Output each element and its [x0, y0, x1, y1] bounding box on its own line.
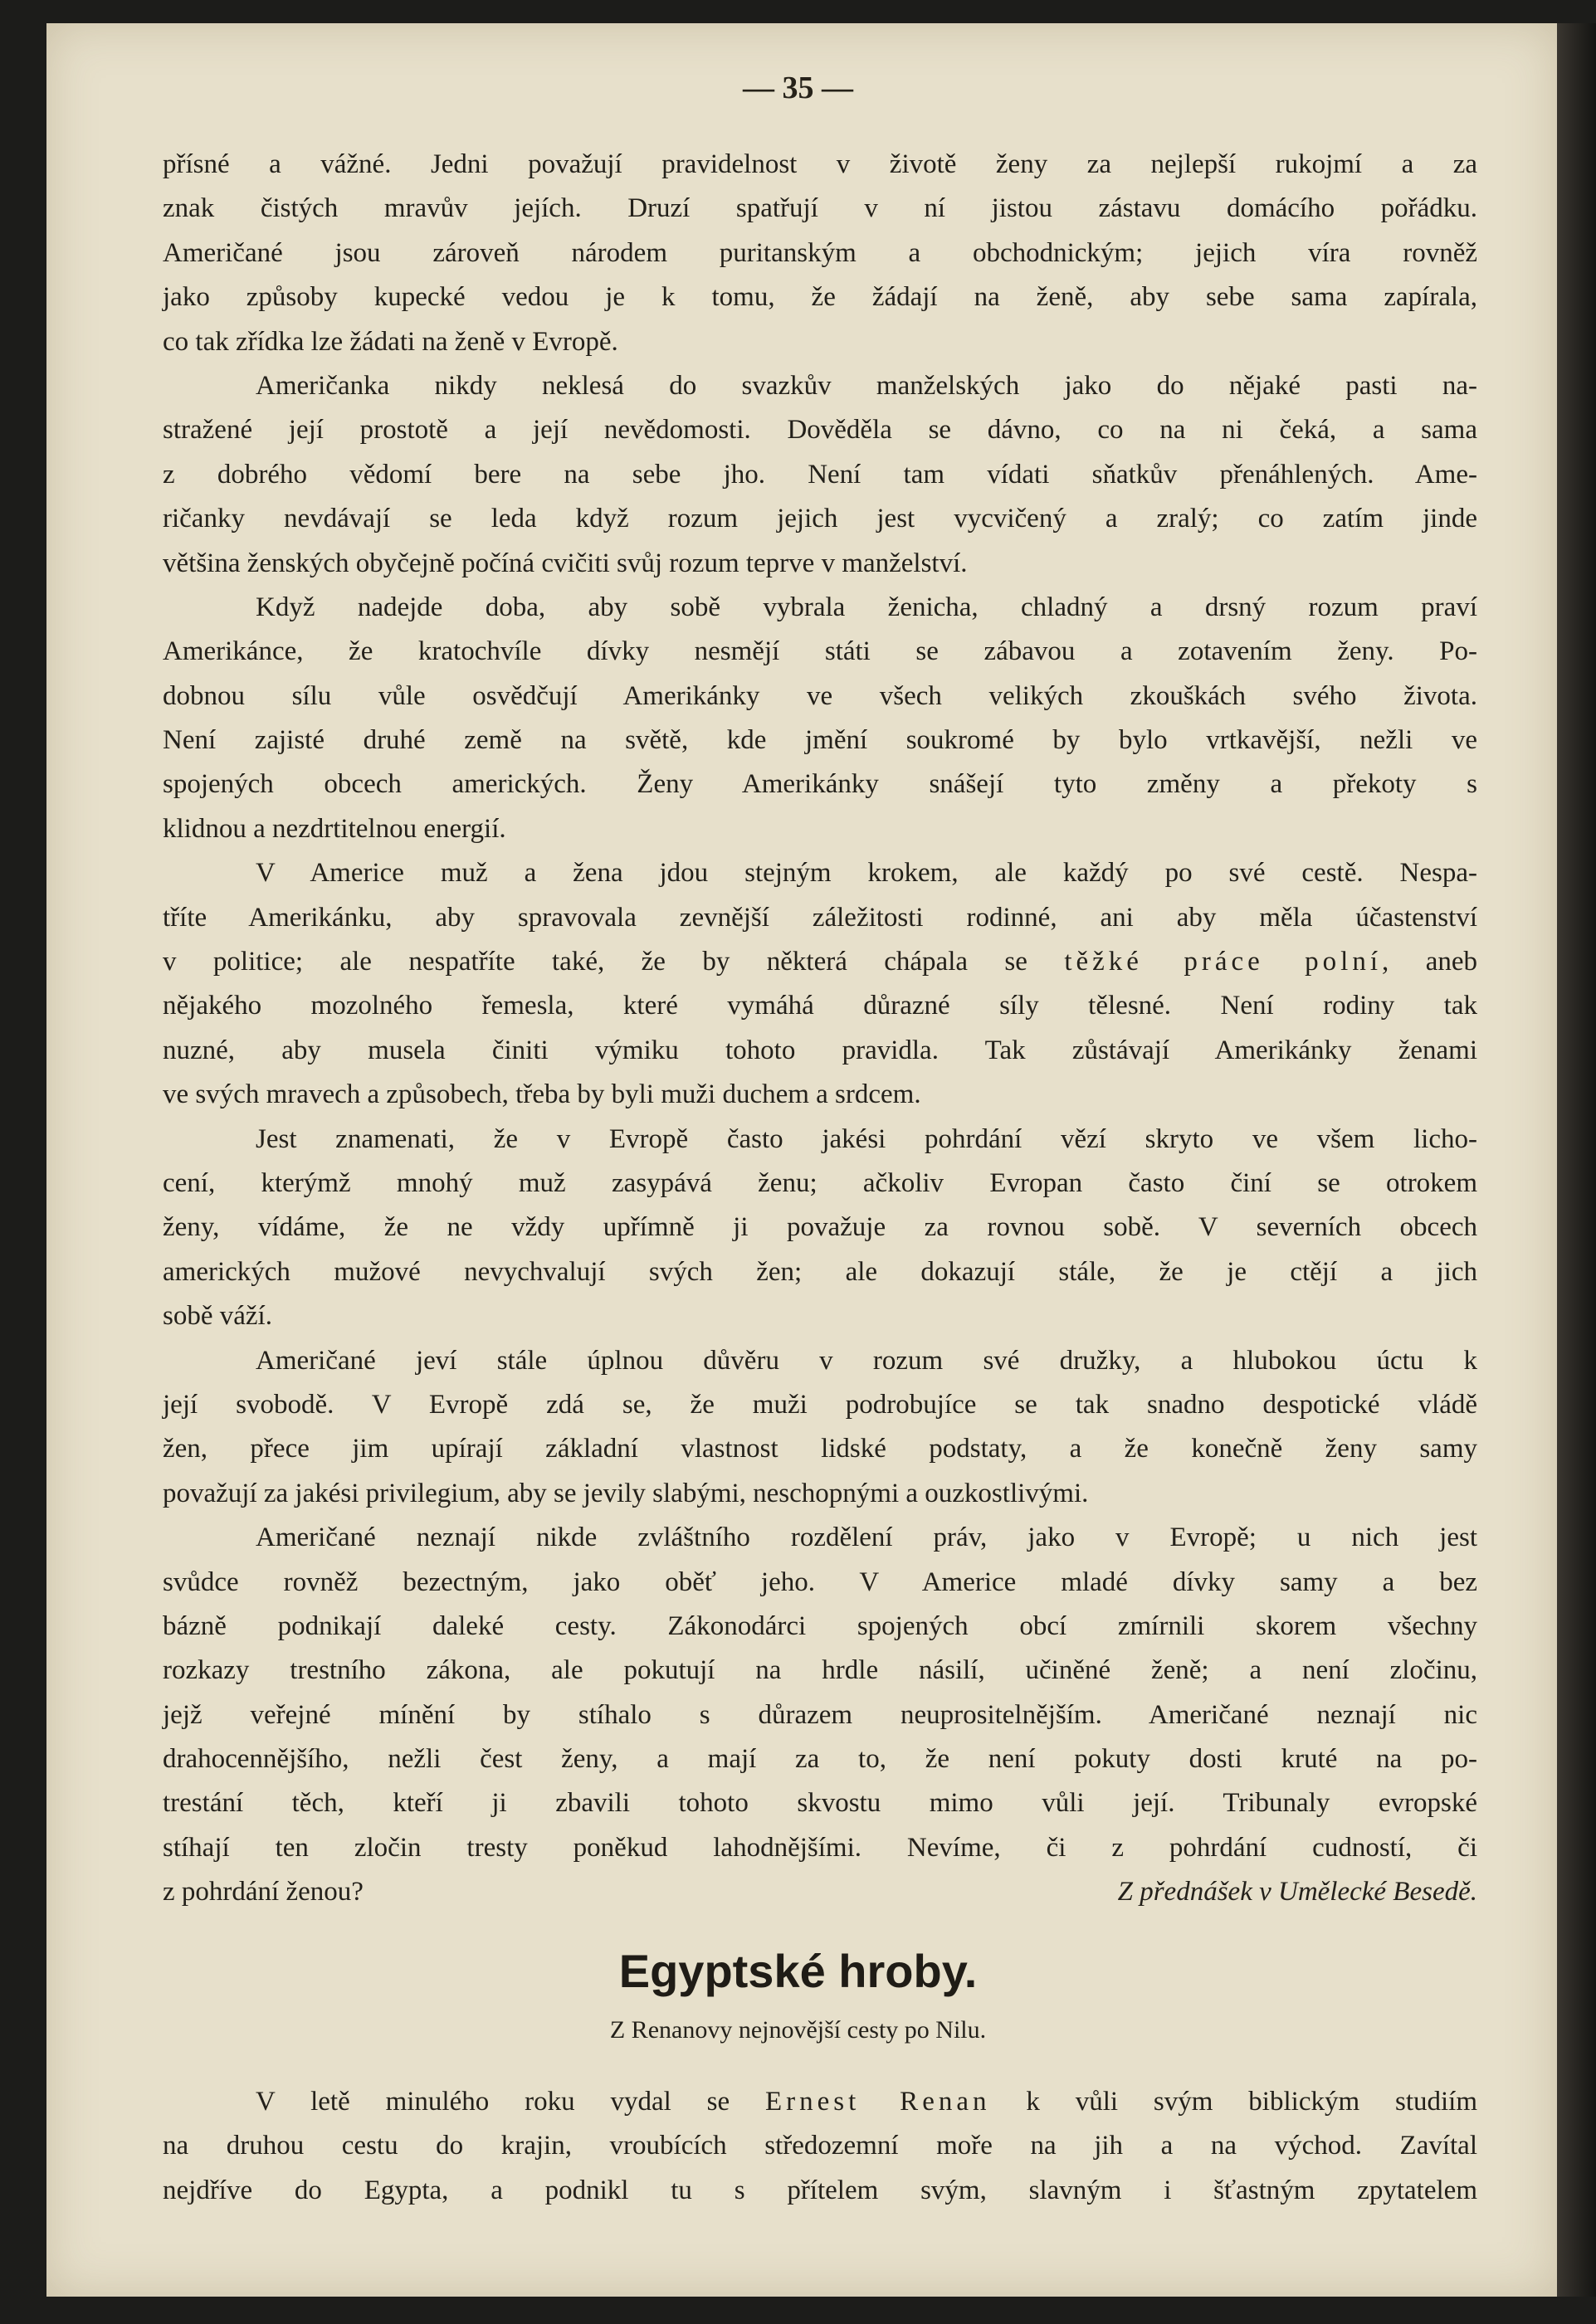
text-line: cení, kterýmž mnohý muž zasypává ženu; ačkoliv Evropan často činí se otrokem: [163, 1167, 1477, 1198]
text-line: Není zajisté druhé země na světě, kde jmění soukromé by bylo vrtkavější, nežli ve: [163, 725, 1477, 756]
text-line: na druhou cestu do krajin, vroubících středozemní moře na jih a na východ. Zavítal: [163, 2131, 1477, 2161]
text-span: V letě minulého roku vydal se: [256, 2087, 766, 2117]
text-span: k vůli svým biblickým studiím: [990, 2087, 1478, 2117]
text-line: Když nadejde doba, aby sobě vybrala ženicha, chladný a drsný rozum praví: [256, 592, 1477, 622]
text-line: znak čistých mravův jejích. Druzí spatřují v ní jistou zástavu domácího pořádku.: [163, 193, 1477, 224]
text-line-renan: [163, 2080, 1477, 2124]
text-line: spojených obcech amerických. Ženy Amerikánky snášejí tyto změny a překoty s: [163, 769, 1477, 800]
text-line: bázně podnikají daleké cesty. Zákonodárci spojených obcí zmírnili skorem všechny: [163, 1610, 1477, 1641]
text-span: , aneb: [1382, 947, 1477, 977]
text-line: co tak zřídka lze žádati na ženě v Evropě.: [163, 326, 618, 357]
text-line: Američané neznají nikde zvláštního rozdělení práv, jako v Evropě; u nich jest: [256, 1523, 1477, 1553]
text-line: nuzné, aby musela činiti výmiku tohoto pravidla. Tak zůstávají Amerikánky ženami: [163, 1035, 1477, 1065]
text-line: sobě váží.: [163, 1301, 272, 1332]
spaced-emphasis: těžké práce polní: [1064, 947, 1383, 977]
text-line: jako způsoby kupecké vedou je k tomu, že žádají na ženě, aby sebe sama zapírala,: [163, 282, 1477, 313]
text-line: ve svých mravech a způsobech, třeba by byli muži duchem a srdcem.: [163, 1079, 921, 1110]
text-line: ričanky nevdávají se leda když rozum jejich jest vycvičený a zralý; co zatím jinde: [163, 504, 1477, 534]
paragraph-block-2: [163, 984, 1477, 1870]
paragraph-block-3: [163, 2124, 1477, 2213]
text-line: dobnou sílu vůle osvědčují Amerikánky ve všech velikých zkouškách svého života.: [163, 680, 1477, 711]
text-line: většina ženských obyčejně počíná cvičiti svůj rozum teprve v manželství.: [163, 548, 968, 578]
text-line-politics: [163, 940, 1477, 984]
text-span: v politice; ale nespatříte také, že by některá chápala se: [163, 947, 1065, 977]
section-body: [163, 2080, 1477, 2213]
author-name: Ernest Renan: [765, 2087, 991, 2117]
text-line: rozkazy trestního zákona, ale pokutují na hrdle násilí, učiněné ženě; a není zločinu,: [163, 1655, 1477, 1686]
text-line: její svobodě. V Evropě zdá se, že muži podrobujíce se tak snadno despotické vládě: [163, 1389, 1477, 1420]
page-number: — 35 —: [743, 71, 853, 105]
text-line: z dobrého vědomí bere na sebe jho. Není tam vídati sňatkův přenáhlených. Ame-: [163, 459, 1477, 490]
text-line: Američané jsou zároveň národem puritanským a obchodnickým; jejich víra rovněž: [163, 237, 1477, 268]
text-line: trestání těch, kteří ji zbavili tohoto skvostu mimo vůli její. Tribunaly evropské: [163, 1788, 1477, 1819]
closing-line: [163, 1870, 1477, 1914]
text-line: drahocennějšího, nežli čest ženy, a mají za to, že není pokuty dosti kruté na po-: [163, 1744, 1477, 1775]
text-line: svůdce rovněž bezectným, jako oběť jeho. V Americe mladé dívky samy a bez: [163, 1566, 1477, 1597]
text-line: Američanka nikdy neklesá do svazkův manželských jako do nějaké pasti na-: [256, 370, 1477, 401]
section-subtitle: Z Renanovy nejnovější cesty po Nilu.: [609, 2016, 987, 2044]
text-line: žen, přece jim upírají základní vlastnost lidské podstaty, a že konečně ženy samy: [163, 1434, 1477, 1464]
text-line: nejdříve do Egypta, a podnikl tu s přítelem svým, slavným i šťastným zpytatelem: [163, 2175, 1477, 2205]
text-line: nějakého mozolného řemesla, které vymáhá důrazné síly tělesné. Není rodiny tak: [163, 991, 1477, 1021]
text-line: V Americe muž a žena jdou stejným krokem, ale každý po své cestě. Nespa-: [256, 858, 1477, 889]
section-title: Egyptské hroby.: [618, 1945, 978, 1997]
text-line: stíhají ten zločin tresty poněkud lahodnějšími. Nevíme, či z pohrdání cudností, či: [163, 1832, 1477, 1863]
text-line: ženy, vídáme, že ne vždy upřímně ji považuje za rovnou sobě. V severních obcech: [163, 1212, 1477, 1243]
article-body: [163, 143, 1477, 1915]
text-line: Američané jeví stále úplnou důvěru v rozum své družky, a hlubokou úctu k: [256, 1345, 1477, 1376]
text-line: přísné a vážné. Jedni považují pravidelnost v životě ženy za nejlepší rukojmí a za: [163, 149, 1477, 179]
text-line: klidnou a nezdrtitelnou energií.: [163, 813, 506, 844]
closing-question: z pohrdání ženou?: [163, 1877, 364, 1907]
source-attribution: Z přednášek v Umělecké Besedě.: [1117, 1877, 1477, 1907]
text-line: amerických mužové nevychvalují svých žen; ale dokazují stále, že je ctějí a jich: [163, 1256, 1477, 1287]
text-line: tříte Amerikánku, aby spravovala zevnější záležitosti rodinné, ani aby měla účastenství: [163, 902, 1477, 933]
text-line: považují za jakési privilegium, aby se jevily slabými, neschopnými a ouzkostlivými.: [163, 1478, 1089, 1508]
text-line: jejž veřejné mínění by stíhalo s důrazem neuprositelnějším. Američané neznají nic: [163, 1699, 1477, 1730]
text-line: stražené její prostotě a její nevědomosti. Dověděla se dávno, co na ni čeká, a sama: [163, 415, 1477, 446]
paragraph-block-1: [163, 143, 1477, 940]
text-line: Amerikánce, že kratochvíle dívky nesmějí státi se zábavou a zotavením ženy. Po-: [163, 636, 1477, 667]
text-line: Jest znamenati, že v Evropě často jakési pohrdání vězí skryto ve všem licho-: [256, 1123, 1477, 1154]
